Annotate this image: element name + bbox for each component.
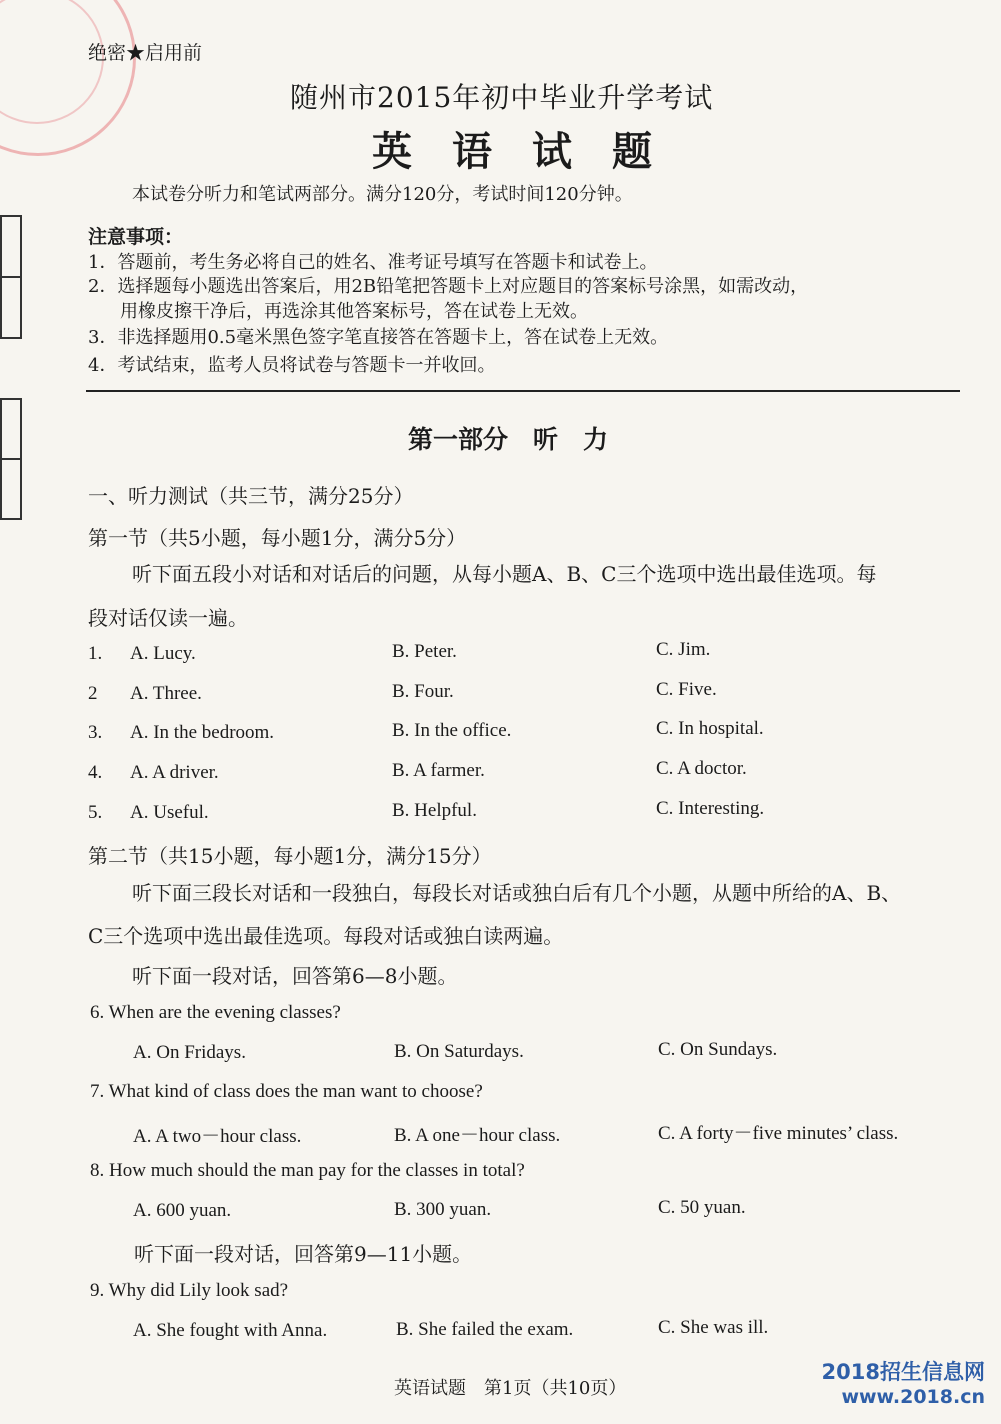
q7-option-c: C. A forty－five minutes’ class. [658,1123,899,1144]
header-divider [86,390,960,392]
section2-heading: 第二节（共15小题，每小题1分，满分15分） [88,844,492,868]
section2-instruction-cont: C三个选项中选出最佳选项。每段对话或独白读两遍。 [88,924,564,948]
q1-number: 1. [88,643,103,664]
q8-question: 8. How much should the man pay for the classes in total? [90,1160,525,1181]
q9-question: 9. Why did Lily look sad? [90,1280,289,1301]
section1-instruction: 听下面五段小对话和对话后的问题，从每小题A、B、C三个选项中选出最佳选项。每 [132,562,877,586]
page-footer: 英语试题 第1页（共10页） [394,1378,627,1399]
watermark-url: www.2018.cn [841,1386,985,1408]
q5-option-b: B. Helpful. [392,800,477,821]
section2-instruction: 听下面三段长对话和一段独白，每段长对话或独白后有几个小题，从题中所给的A、B、 [132,881,902,905]
subject-title: 英 语 试 题 [372,128,652,175]
q7-option-a: A. A two－hour class. [133,1126,302,1147]
q4-option-c: C. A doctor. [656,758,747,779]
q5-option-a: A. Useful. [130,802,209,823]
section1-instruction-cont: 段对话仅读一遍。 [88,606,248,630]
intro-text: 本试卷分听力和笔试两部分。满分120分，考试时间120分钟。 [132,184,633,205]
section1-heading: 第一节（共5小题，每小题1分，满分5分） [88,526,467,550]
q8-option-c: C. 50 yuan. [658,1197,746,1218]
q7-question: 7. What kind of class does the man want to choose? [90,1081,483,1102]
q9-option-a: A. She fought with Anna. [133,1320,328,1341]
q6-option-b: B. On Saturdays. [394,1041,524,1062]
binding-box-bottom-divider [0,458,20,460]
note-item-2-cont: 用橡皮擦干净后，再选涂其他答案标号，答在试卷上无效。 [120,301,588,322]
q3-number: 3. [88,722,103,743]
q3-option-c: C. In hospital. [656,718,764,739]
note-item-4: 4．考试结束，监考人员将试卷与答题卡一并收回。 [88,355,496,376]
q5-option-c: C. Interesting. [656,798,765,819]
dialog1-note: 听下面一段对话，回答第6—8小题。 [132,964,458,988]
q8-option-a: A. 600 yuan. [133,1200,232,1221]
q5-number: 5. [88,802,103,823]
q3-option-a: A. In the bedroom. [130,722,275,743]
exam-title: 随州市2015年初中毕业升学考试 [290,81,714,114]
q6-option-a: A. On Fridays. [133,1042,246,1063]
note-item-1: 1．答题前，考生务必将自己的姓名、准考证号填写在答题卡和试卷上。 [88,252,658,273]
part1-title: 第一部分 听 力 [408,425,609,454]
watermark-site-name: 2018招生信息网 [821,1360,985,1384]
q2-number: 2 [88,683,98,704]
q1-option-a: A. Lucy. [130,643,196,664]
binding-box-top-divider [0,276,20,278]
q2-option-b: B. Four. [392,681,454,702]
q1-option-b: B. Peter. [392,641,457,662]
q2-option-a: A. Three. [130,683,202,704]
listening-section-heading: 一、听力测试（共三节，满分25分） [88,484,414,508]
secret-label: 绝密★启用前 [88,42,203,64]
note-item-2: 2．选择题每小题选出答案后，用2B铅笔把答题卡上对应题目的答案标号涂黑，如需改动， [88,276,809,297]
notes-heading: 注意事项： [88,226,184,248]
q8-option-b: B. 300 yuan. [394,1199,492,1220]
q3-option-b: B. In the office. [392,720,512,741]
dialog2-note: 听下面一段对话，回答第9—11小题。 [134,1242,473,1266]
q4-option-a: A. A driver. [130,762,219,783]
q4-option-b: B. A farmer. [392,760,485,781]
q9-option-c: C. She was ill. [658,1317,769,1338]
q4-number: 4. [88,762,103,783]
q6-option-c: C. On Sundays. [658,1039,778,1060]
q9-option-b: B. She failed the exam. [396,1319,574,1340]
q7-option-b: B. A one－hour class. [394,1125,561,1146]
q6-question: 6. When are the evening classes? [90,1002,341,1023]
q1-option-c: C. Jim. [656,639,711,660]
note-item-3: 3．非选择题用0.5毫米黑色签字笔直接答在答题卡上，答在试卷上无效。 [88,327,669,348]
q2-option-c: C. Five. [656,679,717,700]
